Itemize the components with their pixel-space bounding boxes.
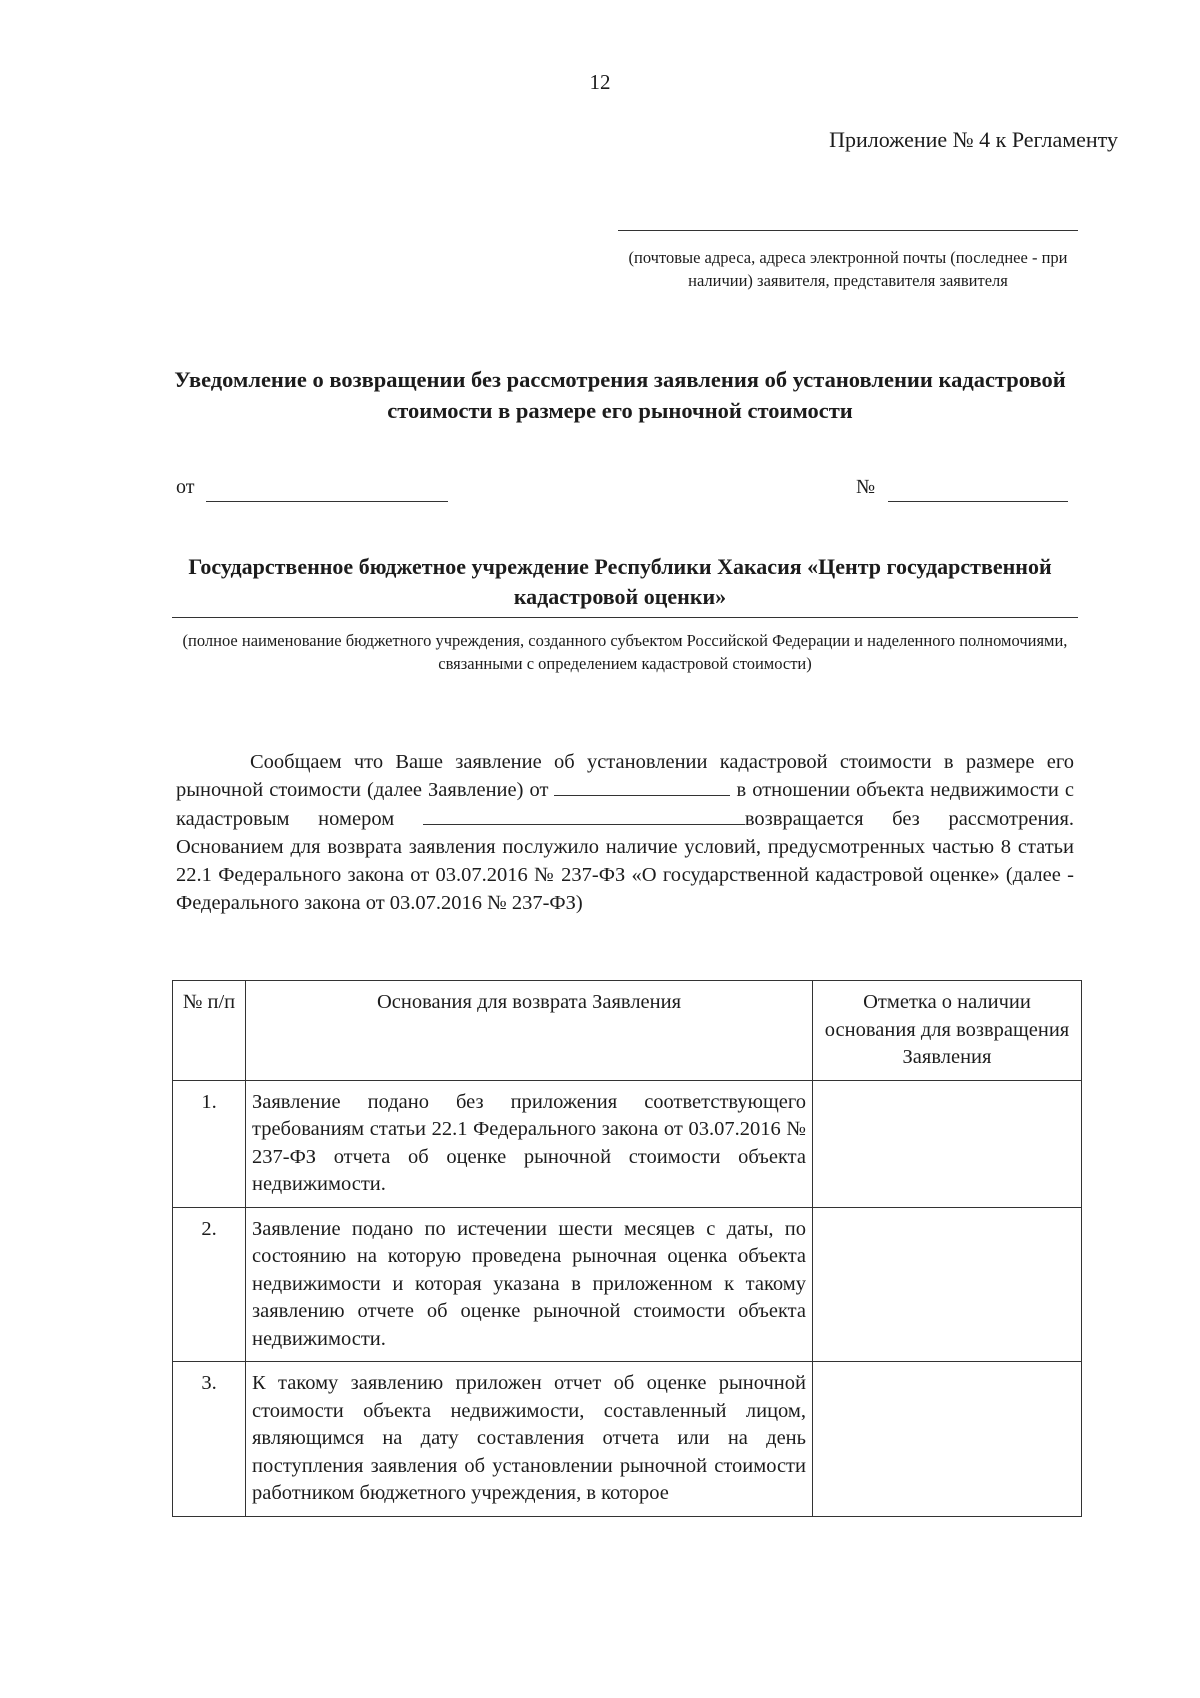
institution-name: Государственное бюджетное учреждение Республики Хакасия «Центр государственной кадастровой оценки» bbox=[188, 554, 1052, 609]
return-reasons-table bbox=[172, 980, 1082, 1517]
date-fill-line bbox=[206, 501, 448, 502]
header-mark: Отметка о наличии основания для возвращения Заявления bbox=[813, 981, 1082, 1081]
body-text-part3: возвращается без рассмотрения. Основанием для возврата заявления послужило наличие условий, предусмотренных частью 8 статьи 22.1 Федерального закона от 03.07.2016 № 237-ФЗ «О государственной кадастровой оценке» (далее - Федерального закона от 03.07.2016 № 237-ФЗ) bbox=[176, 807, 1075, 915]
institution-caption: (полное наименование бюджетного учреждения, созданного субъектом Российской Федерации и наделенного полномочиями, связанными с определением кадастровой стоимости) bbox=[182, 631, 1068, 673]
number-fill-line bbox=[888, 501, 1068, 502]
address-fill-line bbox=[618, 230, 1078, 231]
table-row bbox=[173, 1362, 1082, 1517]
address-caption: (почтовые адреса, адреса электронной почты (последнее - при наличии) заявителя, представителя заявителя bbox=[628, 248, 1068, 290]
table-row bbox=[173, 1207, 1082, 1362]
page-number: 12 bbox=[589, 70, 611, 94]
row-mark-cell bbox=[813, 1362, 1082, 1517]
date-label: от bbox=[176, 476, 195, 498]
row-mark-cell bbox=[813, 1080, 1082, 1207]
table-header-row bbox=[173, 981, 1082, 1081]
notice-title: Уведомление о возвращении без рассмотрения заявления об установлении кадастровой стоимости в размере его рыночной стоимости bbox=[174, 367, 1066, 423]
institution-underline bbox=[172, 617, 1078, 618]
header-reasons: Основания для возврата Заявления bbox=[246, 981, 813, 1081]
body-text-part1: Сообщаем что Ваше заявление об установлении кадастровой стоимости в размере его рыночной стоимости (далее Заявление) от bbox=[176, 751, 1074, 802]
number-label: № bbox=[856, 476, 876, 498]
appendix-reference: Приложение № 4 к Регламенту bbox=[829, 127, 1118, 152]
row-number: 2. bbox=[173, 1207, 246, 1362]
body-text-part2: в отношении объекта недвижимости с кадастровым номером bbox=[176, 779, 1074, 830]
row-number: 1. bbox=[173, 1080, 246, 1207]
row-reason: К такому заявлению приложен отчет об оценке рыночной стоимости объекта недвижимости, составленный лицом, являющимся на дату составления отчета или на день поступления заявления об установлении рыночной стоимости работником бюджетного учреждения, в которое bbox=[246, 1362, 813, 1517]
header-number: № п/п bbox=[173, 981, 246, 1081]
row-mark-cell bbox=[813, 1207, 1082, 1362]
cadastral-number-blank bbox=[423, 806, 745, 825]
row-reason: Заявление подано без приложения соответствующего требованиям статьи 22.1 Федерального закона от 03.07.2016 № 237-ФЗ отчета об оценке рыночной стоимости объекта недвижимости. bbox=[246, 1080, 813, 1207]
row-reason: Заявление подано по истечении шести месяцев с даты, по состоянию на которую проведена рыночная оценка объекта недвижимости и которая указана в приложенном к такому заявлению отчете об оценке рыночной стоимости объекта недвижимости. bbox=[246, 1207, 813, 1362]
table-row bbox=[173, 1080, 1082, 1207]
application-date-blank bbox=[554, 777, 730, 796]
notice-body bbox=[176, 748, 1074, 918]
row-number: 3. bbox=[173, 1362, 246, 1517]
